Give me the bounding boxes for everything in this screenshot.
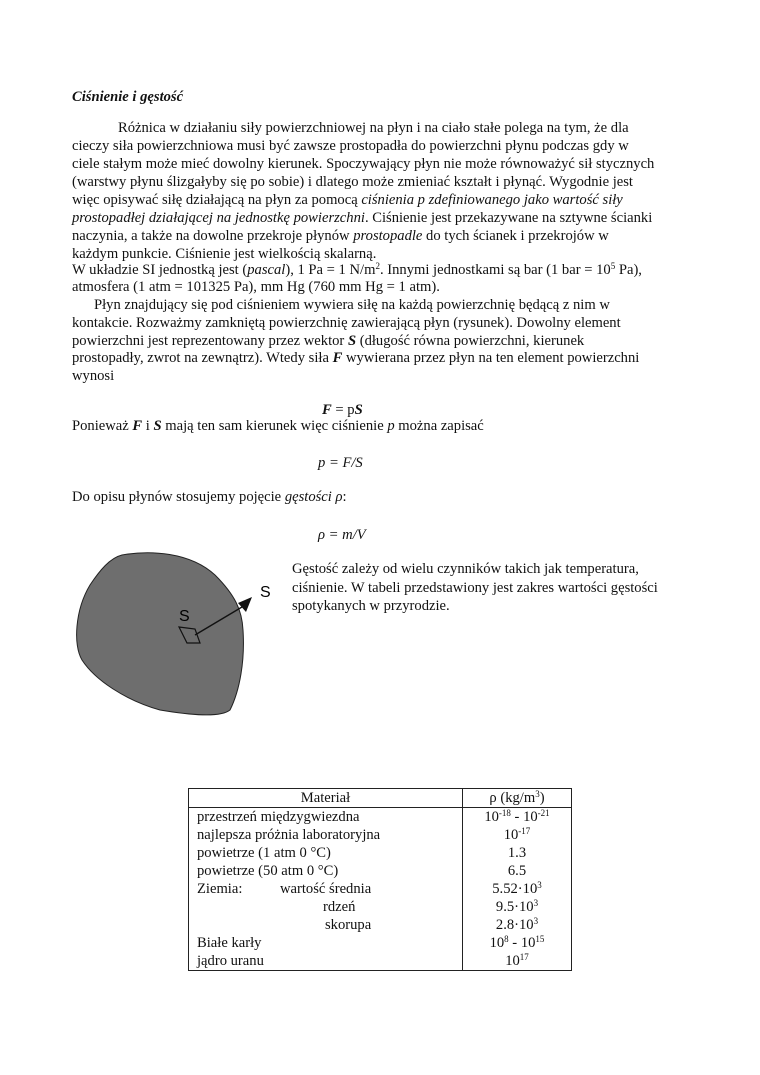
text-segment: Płyn znajdujący się pod ciśnieniem wywiera siłę na każdą powierzchnię będącą z nim w [94,297,610,313]
text-segment: można zapisać [394,418,484,434]
superscript: 8 [504,934,509,944]
text-segment: . Ciśnienie jest przekazywane na sztywne ścianki [364,210,653,226]
text-segment: atmosfera (1 atm = 101325 Pa), mm Hg (760 mm Hg = 1 atm). [72,279,440,295]
text-segment: . Innymi jednostkami są bar (1 bar = 10 [379,262,611,278]
text-line [318,454,363,472]
fluid-body-shape [77,553,244,715]
material-cell [189,844,463,862]
header-density-label: ρ (kg/m [489,790,536,806]
superscript: -17 [518,826,531,836]
table-row [189,898,572,916]
table-header-row [189,789,572,808]
element-label: S [179,608,190,625]
table-row [189,916,572,934]
superscript: 3 [533,898,539,908]
text-line [72,314,621,332]
text-segment: 1.3 [507,845,527,861]
text-line [72,209,652,227]
text-segment: ciśnienie. W tabeli przedstawiony jest zakres wartości gęstości [292,580,658,596]
text-segment: S [347,333,357,349]
material-subcategory: rdzeń [323,899,356,915]
text-segment: pascal [247,262,286,278]
material-cell [189,934,463,952]
text-line [72,173,633,191]
superscript: 3 [537,880,542,890]
text-segment: F [322,402,332,418]
text-segment: wynosi [72,368,115,384]
header-density [463,789,572,808]
density-value [463,916,572,934]
material-name: Białe karły [197,935,262,951]
density-value [463,934,572,952]
header-material: Materiał [189,789,463,808]
text-segment: Różnica w działaniu siły powierzchniowej na płyn i na ciało stałe polega na tym, że dla [118,120,629,136]
text-segment: 10 [489,935,505,951]
arrowhead-icon [238,597,252,612]
density-value [463,952,572,971]
text-line [72,367,114,385]
text-segment: naczynia, a także na dowolne przekroje płynów [72,228,354,244]
text-line [318,526,366,544]
superscript: 15 [535,934,545,944]
text-line [72,332,584,350]
density-table [188,788,572,971]
table-row [189,934,572,952]
text-segment: i [142,418,154,434]
material-cell [189,862,463,880]
text-segment: 10 [484,809,499,825]
superscript: 5 [610,261,616,271]
table-row [189,952,572,971]
table-row [189,844,572,862]
text-line [72,137,629,155]
text-segment: Pa), [615,262,642,278]
text-segment: F [132,418,143,434]
material-subcategory: skorupa [325,917,372,933]
table-row [189,862,572,880]
text-segment: : [342,489,347,505]
material-subcategory: wartość średnia [280,881,372,897]
material-name: jądro uranu [197,953,264,969]
text-line [72,191,623,209]
text-line [72,227,609,245]
table-row [189,826,572,844]
text-line [72,278,440,296]
header-density-close: ) [539,790,545,806]
text-line [72,417,484,435]
density-value [463,826,572,844]
text-segment: S [153,418,162,434]
text-segment: p [387,418,395,434]
material-cell [189,898,463,916]
density-value [463,880,572,898]
material-name: powietrze (50 atm 0 °C) [197,863,339,879]
text-segment: 6.5 [507,863,527,879]
text-segment: gęstości ρ [284,489,343,505]
text-segment: = p [331,402,355,418]
text-line [72,349,639,367]
material-cell [189,880,463,898]
superscript: 17 [519,952,529,962]
text-line [292,560,639,578]
superscript: -18 [498,808,511,818]
text-segment: kontakcie. Rozważmy zamkniętą powierzchnię zawierającą płyn (rysunek). Dowolny element [72,315,621,331]
text-segment: S [354,402,363,418]
text-segment: (długość równa powierzchni, kierunek [356,333,585,349]
superscript: 3 [533,916,539,926]
material-cell [189,952,463,971]
text-segment: Ponieważ [72,418,133,434]
text-line [72,488,347,506]
text-line [118,119,629,137]
text-segment: więc opisywać siłę działającą na płyn za pomocą [72,192,362,208]
material-name: przestrzeń międzygwiezdna [197,809,360,825]
text-segment: wywierana przez płyn na ten element powierzchni [342,350,640,366]
text-segment: ciśnienia p zdefiniowanego jako wartość siły [361,192,623,208]
text-segment: 10 [503,827,519,843]
material-name: Ziemia: [197,881,243,897]
text-segment: spotykanych w przyrodzie. [292,598,450,614]
text-line [292,579,658,597]
superscript: -21 [537,808,550,818]
text-segment: - 10 [508,935,536,951]
text-segment: prostopadle [353,228,423,244]
density-value [463,808,572,827]
text-segment: cieczy siła powierzchniowa musi być zawsze prostopadła do powierzchni płynu podczas gdy w [72,138,629,154]
table-row [189,808,572,827]
text-segment: powierzchni jest reprezentowany przez wektor [72,333,348,349]
material-name: najlepsza próżnia laboratoryjna [197,827,381,843]
text-segment: F [332,350,343,366]
text-segment: ρ = m/V [318,527,366,543]
material-cell [189,916,463,934]
text-segment: prostopadłej działającej na jednostkę powierzchni [72,210,365,226]
superscript: 2 [375,261,380,271]
material-cell [189,808,463,827]
density-value [463,862,572,880]
text-segment: ), 1 Pa = 1 N/m [285,262,376,278]
density-value [463,898,572,916]
text-segment: do tych ścianek i przekrojów w [422,228,609,244]
text-segment: - 10 [510,809,538,825]
text-segment: Gęstość zależy od wielu czynników takich jak temperatura, [292,561,639,577]
text-segment: p = F/S [318,455,363,471]
text-segment: prostopadły, zwrot na zewnątrz). Wtedy siła [72,350,333,366]
fluid-surface-figure [70,550,280,730]
text-segment: (warstwy płynu ślizgałyby się po sobie) i dlatego może zmieniać kształt i płynąć. Wygodnie jest [72,174,633,190]
material-cell [189,826,463,844]
material-name: powietrze (1 atm 0 °C) [197,845,331,861]
table-row [189,880,572,898]
text-segment: każdym punkcie. Ciśnienie jest wielkością skalarną. [72,246,377,262]
text-segment: Do opisu płynów stosujemy pojęcie [72,489,285,505]
text-segment: mają ten sam kierunek więc ciśnienie [161,418,388,434]
text-segment: 5.52·10 [492,881,538,897]
text-line [72,261,642,279]
text-line [94,296,610,314]
text-segment: W układzie SI jednostką jest ( [72,262,248,278]
text-segment: 9.5·10 [495,899,534,915]
document-title: Ciśnienie i gęstość [72,89,184,105]
text-segment: ciele stałym może mieć dowolny kierunek. Spoczywający płyn nie może równoważyć sił stycznych [72,156,655,172]
density-value [463,844,572,862]
text-segment: 10 [505,953,520,969]
text-line [72,155,654,173]
text-segment: 2.8·10 [495,917,534,933]
header-density-exp: 3 [535,789,540,799]
text-line [292,597,450,615]
vector-label: S [260,584,271,601]
